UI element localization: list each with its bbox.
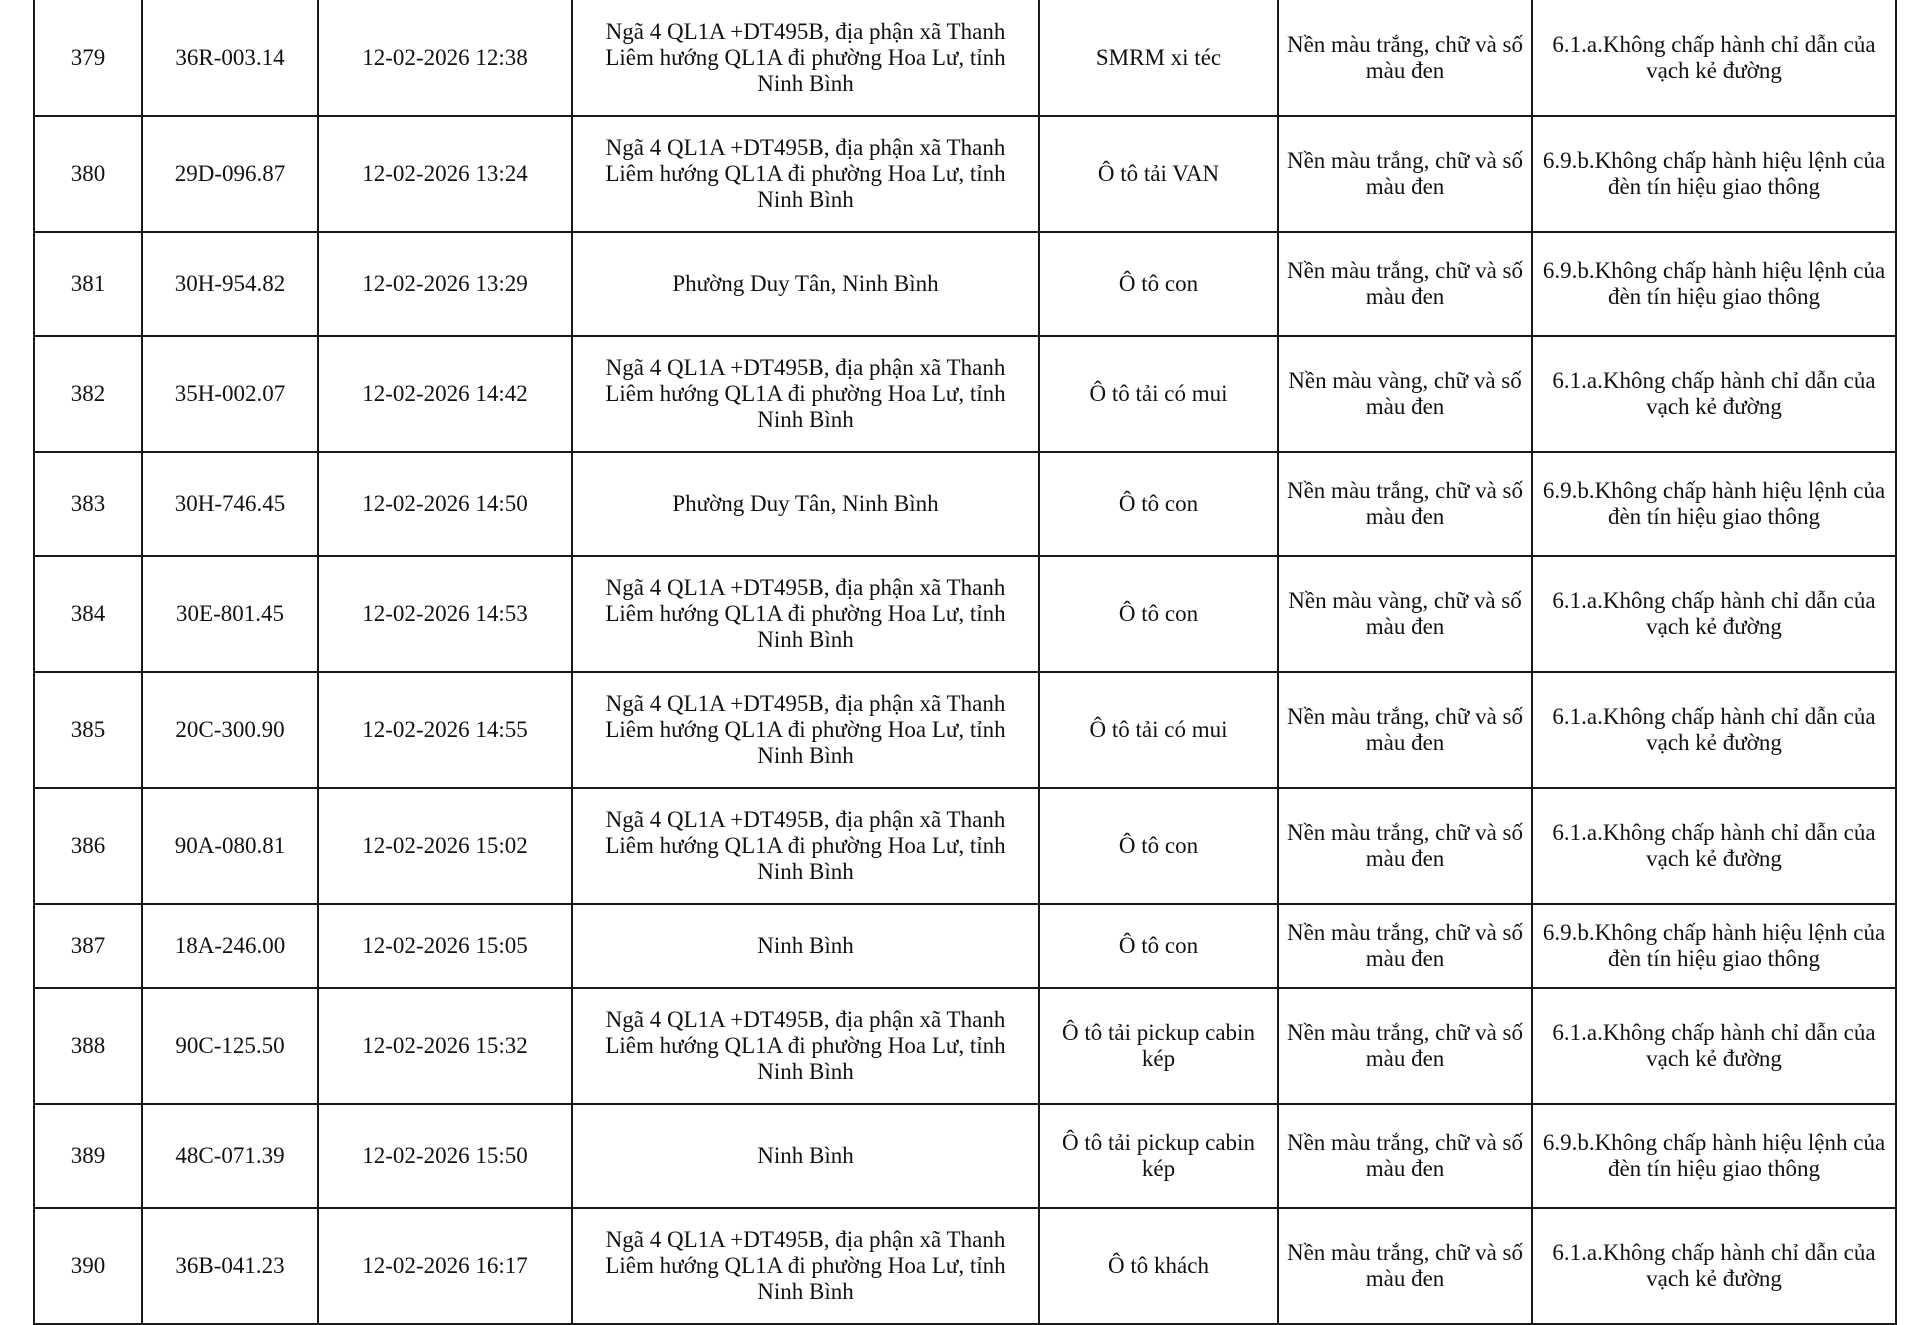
cell-violation: 6.1.a.Không chấp hành chỉ dẫn của vạch kẻ đường [1532,988,1896,1104]
cell-plate-color: Nền màu trắng, chữ và số màu đen [1278,1104,1532,1208]
cell-violation-time: 12-02-2026 12:38 [318,0,572,116]
cell-plate-number: 29D-096.87 [142,116,318,232]
table-row [34,788,1896,904]
cell-location: Phường Duy Tân, Ninh Bình [572,452,1039,556]
cell-stt: 385 [34,672,142,788]
cell-plate-color: Nền màu trắng, chữ và số màu đen [1278,116,1532,232]
cell-vehicle-type: Ô tô con [1039,232,1278,336]
cell-violation-time: 12-02-2026 14:50 [318,452,572,556]
cell-violation: 6.9.b.Không chấp hành hiệu lệnh của đèn tín hiệu giao thông [1532,232,1896,336]
cell-plate-number: 30E-801.45 [142,556,318,672]
cell-violation: 6.1.a.Không chấp hành chỉ dẫn của vạch kẻ đường [1532,1208,1896,1324]
table-row [34,232,1896,336]
cell-violation-time: 12-02-2026 13:29 [318,232,572,336]
cell-plate-number: 36B-041.23 [142,1208,318,1324]
cell-vehicle-type: SMRM xi téc [1039,0,1278,116]
cell-plate-color: Nền màu trắng, chữ và số màu đen [1278,232,1532,336]
cell-vehicle-type: Ô tô con [1039,452,1278,556]
cell-location: Ninh Bình [572,1104,1039,1208]
table-row [34,904,1896,988]
cell-violation: 6.9.b.Không chấp hành hiệu lệnh của đèn tín hiệu giao thông [1532,452,1896,556]
cell-violation: 6.9.b.Không chấp hành hiệu lệnh của đèn tín hiệu giao thông [1532,1104,1896,1208]
cell-violation-time: 12-02-2026 15:02 [318,788,572,904]
cell-stt: 386 [34,788,142,904]
cell-plate-color: Nền màu trắng, chữ và số màu đen [1278,1208,1532,1324]
cell-violation: 6.1.a.Không chấp hành chỉ dẫn của vạch kẻ đường [1532,672,1896,788]
cell-location: Ngã 4 QL1A +DT495B, địa phận xã Thanh Liêm hướng QL1A đi phường Hoa Lư, tỉnh Ninh Bình [572,788,1039,904]
table-row [34,336,1896,452]
cell-violation: 6.1.a.Không chấp hành chỉ dẫn của vạch kẻ đường [1532,556,1896,672]
cell-violation: 6.1.a.Không chấp hành chỉ dẫn của vạch kẻ đường [1532,788,1896,904]
cell-stt: 384 [34,556,142,672]
cell-violation: 6.9.b.Không chấp hành hiệu lệnh của đèn tín hiệu giao thông [1532,904,1896,988]
cell-plate-number: 30H-954.82 [142,232,318,336]
cell-vehicle-type: Ô tô tải có mui [1039,672,1278,788]
cell-location: Ngã 4 QL1A +DT495B, địa phận xã Thanh Liêm hướng QL1A đi phường Hoa Lư, tỉnh Ninh Bình [572,556,1039,672]
cell-violation-time: 12-02-2026 15:50 [318,1104,572,1208]
cell-plate-color: Nền màu vàng, chữ và số màu đen [1278,336,1532,452]
table-row [34,1208,1896,1324]
cell-stt: 388 [34,988,142,1104]
cell-violation: 6.9.b.Không chấp hành hiệu lệnh của đèn tín hiệu giao thông [1532,116,1896,232]
cell-location: Ngã 4 QL1A +DT495B, địa phận xã Thanh Liêm hướng QL1A đi phường Hoa Lư, tỉnh Ninh Bình [572,0,1039,116]
cell-location: Ngã 4 QL1A +DT495B, địa phận xã Thanh Liêm hướng QL1A đi phường Hoa Lư, tỉnh Ninh Bình [572,988,1039,1104]
cell-violation-time: 12-02-2026 15:32 [318,988,572,1104]
violations-table [33,0,1897,1325]
table-row [34,116,1896,232]
cell-location: Ngã 4 QL1A +DT495B, địa phận xã Thanh Liêm hướng QL1A đi phường Hoa Lư, tỉnh Ninh Bình [572,336,1039,452]
cell-location: Ngã 4 QL1A +DT495B, địa phận xã Thanh Liêm hướng QL1A đi phường Hoa Lư, tỉnh Ninh Bình [572,116,1039,232]
cell-plate-color: Nền màu vàng, chữ và số màu đen [1278,556,1532,672]
cell-plate-color: Nền màu trắng, chữ và số màu đen [1278,904,1532,988]
table-row [34,556,1896,672]
table-row [34,1104,1896,1208]
cell-location: Ninh Bình [572,904,1039,988]
cell-violation-time: 12-02-2026 13:24 [318,116,572,232]
cell-location: Phường Duy Tân, Ninh Bình [572,232,1039,336]
cell-violation-time: 12-02-2026 16:17 [318,1208,572,1324]
cell-plate-color: Nền màu trắng, chữ và số màu đen [1278,988,1532,1104]
cell-violation: 6.1.a.Không chấp hành chỉ dẫn của vạch kẻ đường [1532,0,1896,116]
table-row [34,988,1896,1104]
cell-plate-number: 18A-246.00 [142,904,318,988]
cell-plate-number: 35H-002.07 [142,336,318,452]
cell-violation-time: 12-02-2026 14:42 [318,336,572,452]
cell-violation-time: 12-02-2026 14:55 [318,672,572,788]
cell-stt: 383 [34,452,142,556]
cell-plate-color: Nền màu trắng, chữ và số màu đen [1278,452,1532,556]
table-row [34,672,1896,788]
cell-vehicle-type: Ô tô tải có mui [1039,336,1278,452]
cell-plate-number: 90C-125.50 [142,988,318,1104]
cell-vehicle-type: Ô tô con [1039,788,1278,904]
cell-vehicle-type: Ô tô tải VAN [1039,116,1278,232]
cell-vehicle-type: Ô tô khách [1039,1208,1278,1324]
cell-plate-number: 30H-746.45 [142,452,318,556]
cell-stt: 382 [34,336,142,452]
cell-vehicle-type: Ô tô con [1039,556,1278,672]
cell-plate-number: 90A-080.81 [142,788,318,904]
cell-violation-time: 12-02-2026 14:53 [318,556,572,672]
cell-stt: 381 [34,232,142,336]
cell-plate-color: Nền màu trắng, chữ và số màu đen [1278,0,1532,116]
cell-plate-number: 48C-071.39 [142,1104,318,1208]
table-row [34,0,1896,116]
cell-stt: 380 [34,116,142,232]
cell-violation-time: 12-02-2026 15:05 [318,904,572,988]
cell-stt: 387 [34,904,142,988]
cell-vehicle-type: Ô tô tải pickup cabin kép [1039,1104,1278,1208]
table-row [34,452,1896,556]
cell-vehicle-type: Ô tô con [1039,904,1278,988]
cell-location: Ngã 4 QL1A +DT495B, địa phận xã Thanh Liêm hướng QL1A đi phường Hoa Lư, tỉnh Ninh Bình [572,672,1039,788]
cell-plate-number: 20C-300.90 [142,672,318,788]
cell-plate-color: Nền màu trắng, chữ và số màu đen [1278,672,1532,788]
cell-plate-color: Nền màu trắng, chữ và số màu đen [1278,788,1532,904]
cell-vehicle-type: Ô tô tải pickup cabin kép [1039,988,1278,1104]
cell-location: Ngã 4 QL1A +DT495B, địa phận xã Thanh Liêm hướng QL1A đi phường Hoa Lư, tỉnh Ninh Bình [572,1208,1039,1324]
cell-stt: 390 [34,1208,142,1324]
cell-plate-number: 36R-003.14 [142,0,318,116]
cell-stt: 379 [34,0,142,116]
cell-violation: 6.1.a.Không chấp hành chỉ dẫn của vạch kẻ đường [1532,336,1896,452]
cell-stt: 389 [34,1104,142,1208]
